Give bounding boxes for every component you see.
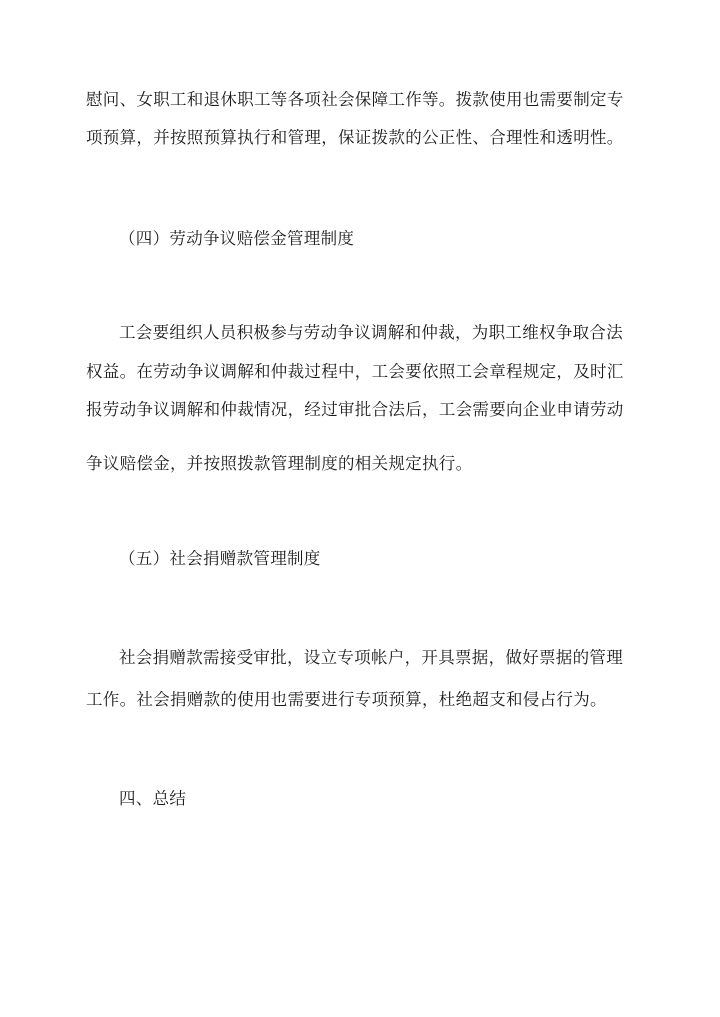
paragraph-line: 报劳动争议调解和仲裁情况，经过审批合法后，工会需要向企业申请劳动 bbox=[86, 400, 624, 419]
paragraph-line: 工作。社会捐赠款的使用也需要进行专项预算，杜绝超支和侵占行为。 bbox=[86, 690, 607, 709]
paragraph-line: 权益。在劳动争议调解和仲裁过程中，工会要依照工会章程规定，及时汇 bbox=[86, 362, 624, 381]
section-heading-4: （四）劳动争议赔偿金管理制度 bbox=[119, 229, 355, 248]
paragraph-line: 项预算，并按照预算执行和管理，保证拨款的公正性、合理性和透明性。 bbox=[86, 128, 624, 147]
section-heading-conclusion: 四、总结 bbox=[119, 789, 187, 808]
paragraph-line: 慰问、女职工和退休职工等各项社会保障工作等。拨款使用也需要制定专 bbox=[86, 90, 624, 109]
paragraph-line: 争议赔偿金，并按照拨款管理制度的相关规定执行。 bbox=[86, 454, 473, 473]
paragraph-line: 社会捐赠款需接受审批，设立专项帐户，开具票据，做好票据的管理 bbox=[119, 648, 623, 667]
paragraph-line: 工会要组织人员积极参与劳动争议调解和仲裁，为职工维权争取合法 bbox=[119, 323, 623, 342]
section-heading-5: （五）社会捐赠款管理制度 bbox=[119, 549, 321, 568]
